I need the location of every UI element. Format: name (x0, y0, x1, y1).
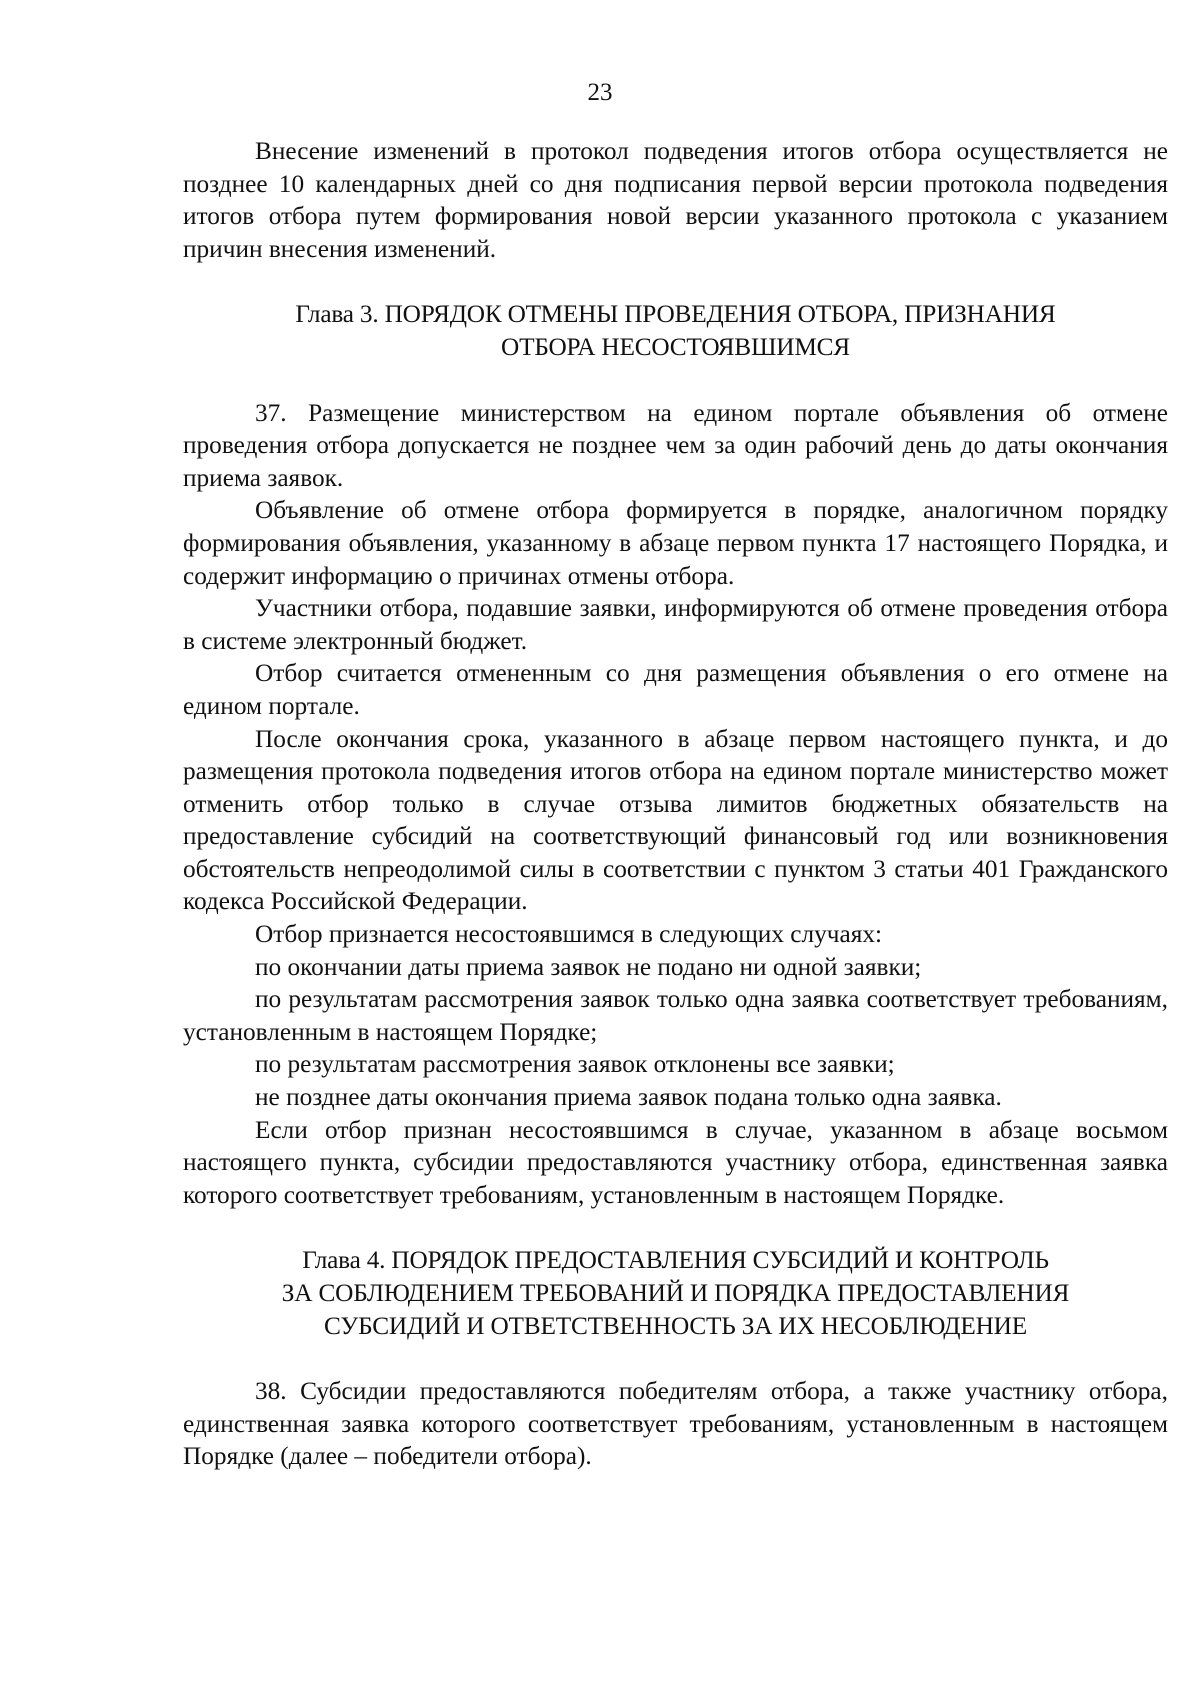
chapter-3-title-line-2: ОТБОРА НЕСОСТОЯВШИМСЯ (501, 332, 850, 361)
chapter-3-content (183, 397, 1168, 1212)
chapter-4-content (183, 1375, 1168, 1473)
paragraph-37-8: по результатам рассмотрения заявок только одна заявка соответствует требованиям, установленным в настоящем Порядке; (183, 985, 1168, 1046)
page-number: 23 (587, 79, 613, 106)
paragraph-37-10: не позднее даты окончания приема заявок подана только одна заявка. (255, 1083, 1002, 1112)
paragraph-37-1: 37. Размещение министерством на едином портале объявления об отмене проведения отбора допускается не позднее чем за один рабочий день до даты окончания приема заявок. (183, 398, 1168, 492)
paragraph-37-9: по результатам рассмотрения заявок отклонены все заявки; (255, 1050, 895, 1079)
chapter-4-heading (183, 1244, 1168, 1342)
paragraph-37-6: Отбор признается несостоявшимся в следующих случаях: (255, 920, 883, 949)
paragraph-37-7: по окончании даты приема заявок не подано ни одной заявки; (255, 952, 922, 981)
chapter-3-title-line-1: Глава 3. ПОРЯДОК ОТМЕНЫ ПРОВЕДЕНИЯ ОТБОРА, ПРИЗНАНИЯ (295, 300, 1056, 329)
chapter-3-heading (183, 298, 1168, 363)
paragraph-37-3: Участники отбора, подавшие заявки, информируются об отмене проведения отбора в системе электронный бюджет. (183, 594, 1168, 655)
chapter-4-title-line-1: Глава 4. ПОРЯДОК ПРЕДОСТАВЛЕНИЯ СУБСИДИЙ И КОНТРОЛЬ (302, 1246, 1049, 1275)
paragraph-38-1: 38. Субсидии предоставляются победителям отбора, а также участнику отбора, единственная заявка которого соответствует требованиям, установленным в настоящем Порядке (далее – победители отбора). (183, 1377, 1168, 1471)
chapter-4-title-line-3: СУБСИДИЙ И ОТВЕТСТВЕННОСТЬ ЗА ИХ НЕСОБЛЮДЕНИЕ (324, 1311, 1027, 1340)
paragraph-37-4: Отбор считается отмененным со дня размещения объявления о его отмене на едином портале. (183, 659, 1168, 720)
chapter-4-title-line-2: ЗА СОБЛЮДЕНИЕМ ТРЕБОВАНИЙ И ПОРЯДКА ПРЕДОСТАВЛЕНИЯ (281, 1279, 1070, 1307)
document-body (183, 135, 1168, 1473)
paragraph-37-2: Объявление об отмене отбора формируется в порядке, аналогичном порядку формирования объявления, указанному в абзаце первом пункта 17 настоящего Порядка, и содержит информацию о причинах отмены отбора. (183, 496, 1168, 590)
paragraph-37-11: Если отбор признан несостоявшимся в случае, указанном в абзаце восьмом настоящего пункта, субсидии предоставляются участнику отбора, единственная заявка которого соответствует требованиям, установленным в настоящем Порядке. (183, 1115, 1168, 1209)
paragraph-intro: Внесение изменений в протокол подведения итогов отбора осуществляется не позднее 10 календарных дней со дня подписания первой версии протокола подведения итогов отбора путем формирования новой версии указанного протокола с указанием причин внесения изменений. (183, 137, 1168, 263)
paragraph-37-5: После окончания срока, указанного в абзаце первом настоящего пункта, и до размещения протокола подведения итогов отбора на едином портале министерство может отменить отбор только в случае отзыва лимитов бюджетных обязательств на предоставление субсидий на соответствующий финансовый год или возникновения обстоятельств непреодолимой силы в соответствии с пунктом 3 статьи 401 Гражданского кодекса Российской Федерации. (183, 724, 1168, 916)
